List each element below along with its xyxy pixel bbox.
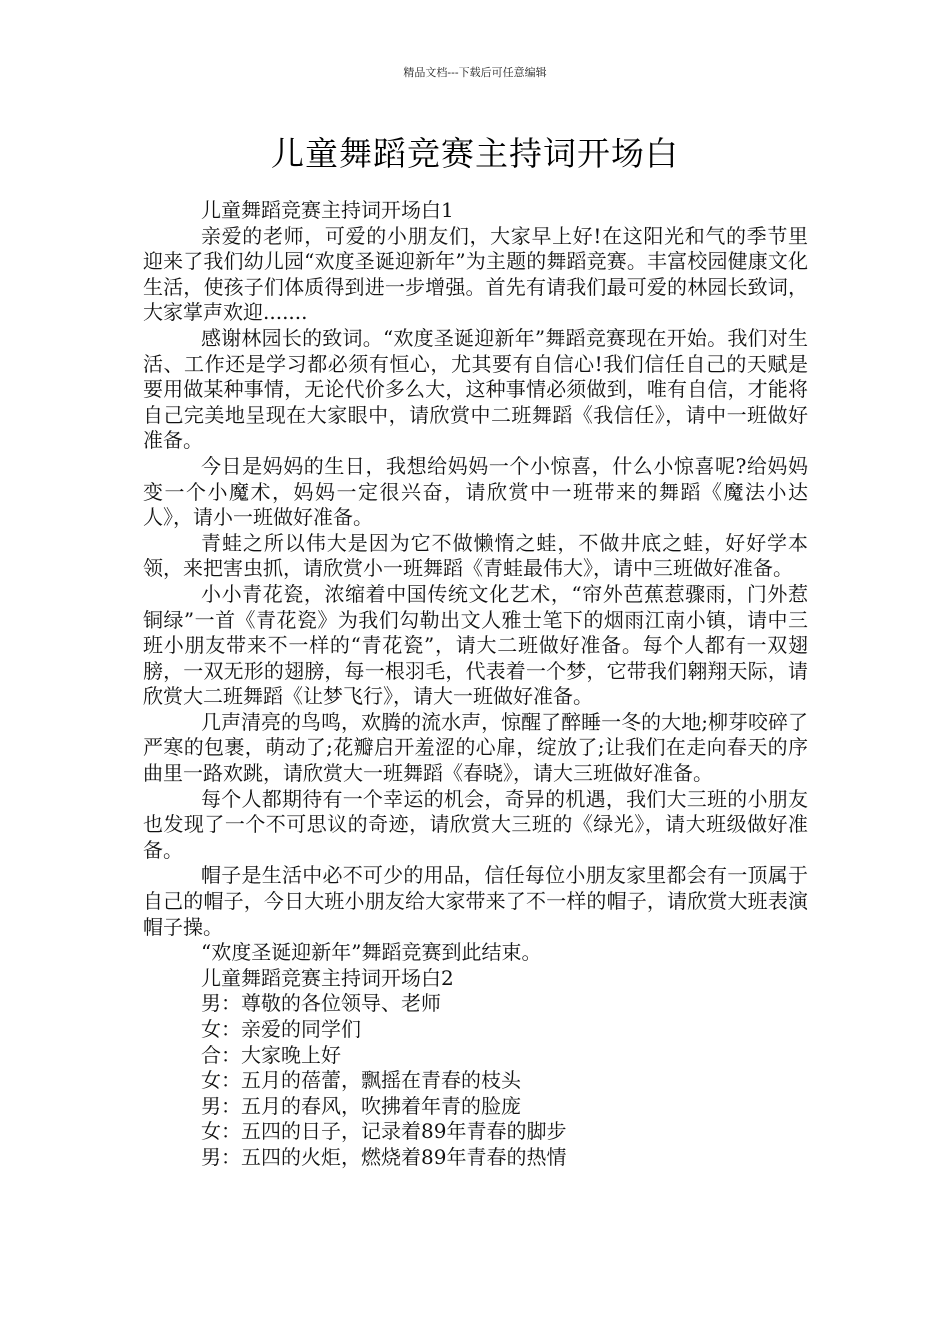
paragraph: 青蛙之所以伟大是因为它不做懒惰之蛙，不做井底之蛙，好好学本领，来把害虫抓，请欣赏小一班舞蹈《青蛙最伟大》，请中三班做好准备。	[143, 530, 808, 581]
script-line: 男：五四的火炬，燃烧着89年青春的热情	[201, 1144, 567, 1169]
paragraph: 每个人都期待有一个幸运的机会，奇异的机遇，我们大三班的小朋友也发现了一个不可思议的奇迹，请欣赏大三班的《绿光》，请大班级做好准备。	[143, 786, 808, 862]
document-title: 儿童舞蹈竞赛主持词开场白	[271, 134, 679, 173]
paragraph: “欢度圣诞迎新年”舞蹈竞赛到此结束。	[201, 940, 542, 965]
script-line: 女：亲爱的同学们	[201, 1017, 361, 1041]
paragraph: 今日是妈妈的生日，我想给妈妈一个小惊喜，什么小惊喜呢?给妈妈变一个小魔术，妈妈一定很兴奋，请欣赏中一班带来的舞蹈《魔法小达人》，请小一班做好准备。	[143, 453, 808, 530]
section-heading-2: 儿童舞蹈竞赛主持词开场白2	[201, 965, 454, 990]
paragraph: 感谢林园长的致词。“欢度圣诞迎新年”舞蹈竞赛现在开始。我们对生活、工作还是学习都必须有恒心，尤其要有自信心!我们信任自己的天赋是要用做某种事情，无论代价多么大，这种事情必须做到，唯有自信，才能将自己完美地呈现在大家眼中，请欣赏中二班舞蹈《我信任》，请中一班做好准备。	[143, 325, 808, 453]
script-line: 女：五四的日子，记录着89年青春的脚步	[201, 1119, 567, 1144]
document-body	[143, 198, 808, 1171]
paragraph: 几声清亮的鸟鸣，欢腾的流水声，惊醒了醉睡一冬的大地;柳芽咬碎了严寒的包裹，萌动了;花瓣启开羞涩的心扉，绽放了;让我们在走向春天的序曲里一路欢跳，请欣赏大一班舞蹈《春晓》，请大三班做好准备。	[143, 709, 808, 786]
paragraph: 帽子是生活中必不可少的用品，信任每位小朋友家里都会有一顶属于自己的帽子，今日大班小朋友给大家带来了不一样的帽子，请欣赏大班表演帽子操。	[143, 863, 808, 939]
section-heading-1: 儿童舞蹈竞赛主持词开场白1	[201, 198, 454, 222]
script-line: 女：五月的蓓蕾，飘摇在青春的枝头	[201, 1068, 521, 1093]
page-header: 精品文档---下载后可任意编辑	[403, 66, 547, 79]
script-line: 男：尊敬的各位领导、老师	[201, 991, 441, 1016]
script-line: 男：五月的春风，吹拂着年青的脸庞	[201, 1093, 521, 1118]
paragraph: 小小青花瓷，浓缩着中国传统文化艺术，“帘外芭蕉惹骤雨，门外惹铜绿”一首《青花瓷》为我们勾勒出文人雅士笔下的烟雨江南小镇，请中三班小朋友带来不一样的“青花瓷”，请大二班做好准备。每个人都有一双翅膀，一双无形的翅膀，每一根羽毛，代表着一个梦，它带我们翱翔天际，请欣赏大二班舞蹈《让梦飞行》，请大一班做好准备。	[143, 581, 808, 709]
paragraph: 亲爱的老师，可爱的小朋友们，大家早上好!在这阳光和气的季节里迎来了我们幼儿园“欢度圣诞迎新年”为主题的舞蹈竞赛。丰富校园健康文化生活，使孩子们体质得到进一步增强。首先有请我们最可爱的林园长致词，大家掌声欢迎.......	[143, 223, 808, 325]
script-line: 合：大家晚上好	[201, 1042, 341, 1067]
